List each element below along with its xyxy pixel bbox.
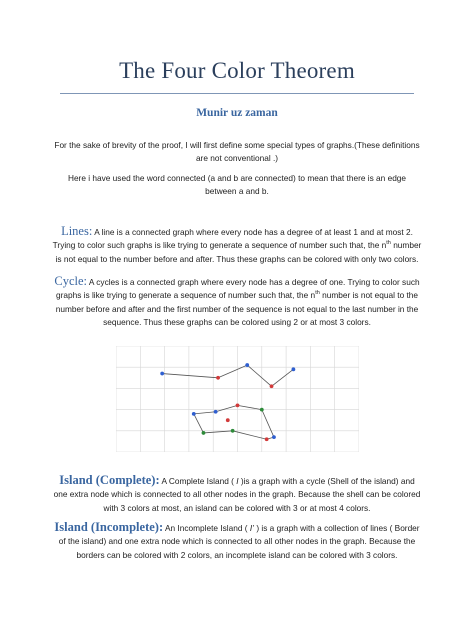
cycle-graph-node [231,429,235,433]
lines-text-before-sup: A line is a connected graph where every node has a degree of at least 1 and at most 2. Trying to color such graphs is like trying to generate a sequence of number such that, the n [52,227,413,251]
line-graph-node [216,376,220,380]
island-complete-text-after: )is a graph with a cycle (Shell of the island) and one extra node which is connected to all other nodes in the graph. Because the shell can be colored with 3 colors at most, an island can be colored with 3 or at most 4 colors. [53,476,421,513]
cycle-graph-node [214,410,218,414]
graph-figure [116,346,359,452]
author-name: Munir uz zaman [196,107,278,119]
cycle-text-before-sup: A cycles is a connected graph where every node has a degree of one. Trying to color such graphs is like trying to generate a sequence of number such that, the n [55,277,420,301]
cycle-heading: Cycle: [54,274,88,288]
line-graph-edge [247,365,271,386]
line-graph-edge [272,369,294,386]
cycle-graph-edge [262,410,274,438]
island-complete-section [52,474,422,515]
line-graph-node [270,384,274,388]
cycle-graph-edge [238,405,262,409]
cycle-graph-node [192,412,196,416]
cycle-graph-node [226,418,230,422]
line-graph-node [160,372,164,376]
line-graph-node [291,367,295,371]
island-incomplete-text-before: An Incomplete Island ( [164,523,248,533]
island-incomplete-section [52,521,422,562]
intro-paragraph: For the sake of brevity of the proof, I will first define some special types of graphs.(These definitions are not conventional .) [54,140,420,164]
cycle-graph-node [202,431,206,435]
lines-section [52,225,422,266]
island-complete-text-before: A Complete Island ( [161,476,234,486]
island-incomplete-symbol: I’ [249,523,254,533]
lines-text-after-sup: number is not equal to the number before and after. Thus these graphs can be colored with only two colors. [55,240,422,264]
cycle-graph-edge [203,431,232,433]
island-complete-symbol: I [236,476,239,486]
cycle-superscript: th [315,290,320,297]
graph-edges [162,365,293,439]
cycle-graph-node [265,437,269,441]
cycle-graph-node [272,435,276,439]
connected-note-paragraph: Here i have used the word connected (a and b are connected) to mean that there is an edge between a and b. [67,173,407,197]
lines-heading: Lines: [61,224,93,238]
cycle-graph-node [260,408,264,412]
line-graph-edge [162,374,218,378]
cycle-graph-edge [194,414,204,433]
cycle-graph-node [236,403,240,407]
cycle-graph-edge [216,405,238,411]
title-underline [60,93,414,94]
island-incomplete-text-after: ) is a graph with a collection of lines ( Border of the island) and one extra node which is connected to all other nodes in the graph. Because the borders can be colored with 2 colors, an incomplete island can be colored with 3 colors. [58,523,420,560]
cycle-graph-edge [194,412,216,414]
grid-lines [116,346,359,452]
lines-superscript: th [386,240,391,247]
cycle-text-after-sup: number is not equal to the number before and after and the first number of the sequence is not equal to the last number in the sequence. Thus these graphs can be colored using 2 or at most 3 colors. [55,290,419,328]
line-graph-node [245,363,249,367]
cycle-section [52,275,422,330]
document-title: The Four Color Theorem [119,58,355,83]
island-incomplete-heading: Island (Incomplete): [54,520,164,534]
island-complete-heading: Island (Complete): [59,473,160,487]
